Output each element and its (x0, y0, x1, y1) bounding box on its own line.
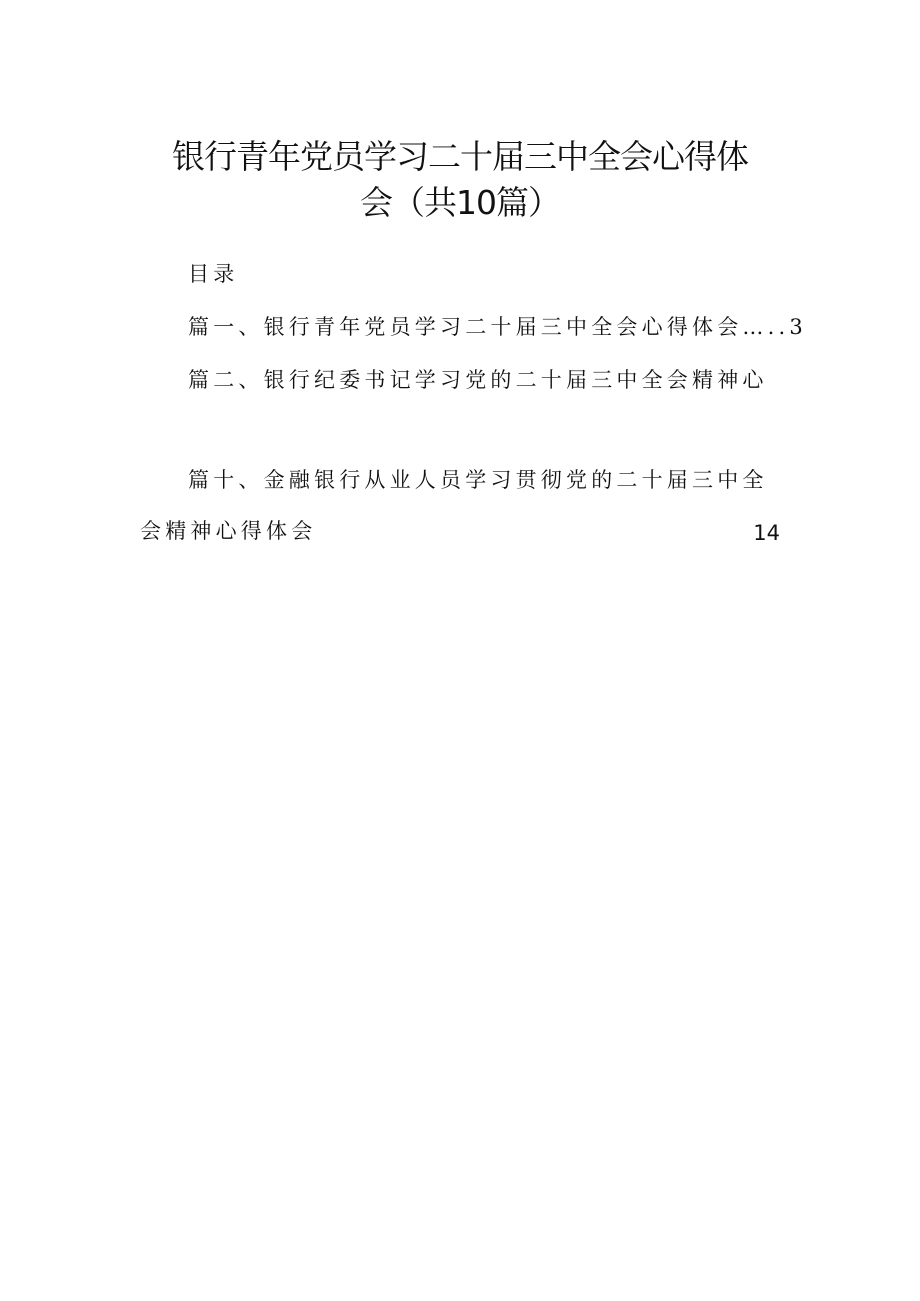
toc-entry-10-page-number: 14 (753, 521, 780, 545)
document-title-line-1: 银行青年党员学习二十届三中全会心得体 (172, 137, 748, 176)
toc-entry-10-line-1[interactable]: 篇十、金融银行从业人员学习贯彻党的二十届三中全 (188, 468, 768, 492)
toc-entry-2[interactable]: 篇二、银行纪委书记学习党的二十届三中全会精神心 (188, 368, 768, 392)
toc-entry-10-line-2[interactable]: 会精神心得体会 (140, 519, 317, 543)
document-title-line-2: 会（共10篇） (360, 183, 560, 222)
toc-entry-1[interactable]: 篇一、银行青年党员学习二十届三中全会心得体会…..3 (188, 315, 807, 339)
toc-heading: 目录 (188, 262, 239, 286)
